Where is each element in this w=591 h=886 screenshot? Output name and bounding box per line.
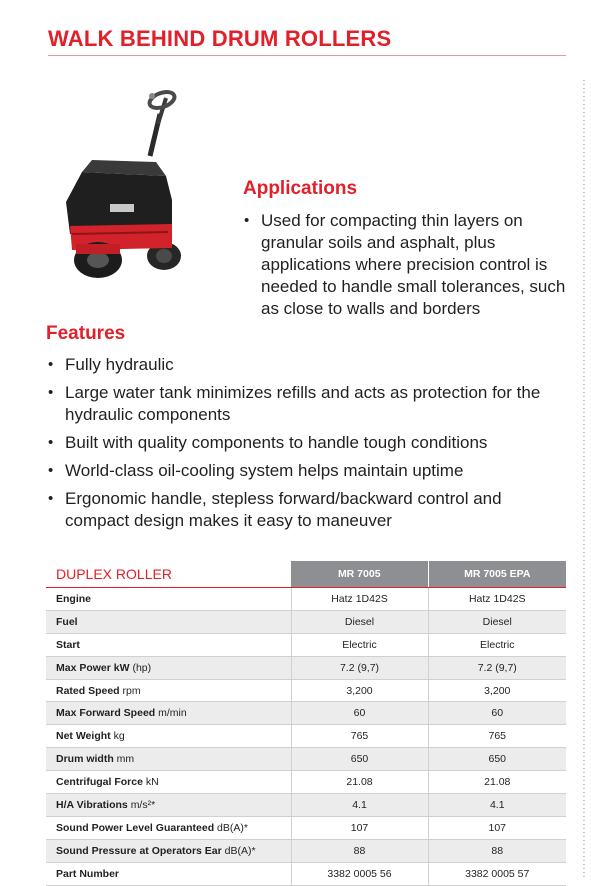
spec-value: 3382 0005 56 (291, 862, 428, 885)
spec-label (46, 839, 291, 862)
spec-value: Diesel (291, 610, 428, 633)
spec-value: 4.1 (291, 794, 428, 817)
spec-value: 3,200 (291, 679, 428, 702)
spec-label (46, 610, 291, 633)
spec-label (46, 794, 291, 817)
spec-label-text: Max Power kW (56, 661, 130, 674)
spec-label (46, 588, 291, 611)
spec-label-text: Max Forward Speed (56, 707, 156, 720)
spec-label-text: Fuel (56, 615, 78, 628)
spec-unit: (hp) (132, 661, 152, 674)
feature-item: • Fully hydraulic (46, 354, 556, 376)
spec-row (46, 702, 566, 725)
spec-value: 3,200 (428, 679, 566, 702)
spec-row (46, 588, 566, 611)
spec-unit: dB(A)* (224, 844, 256, 857)
spec-label-text: Engine (56, 592, 92, 605)
spec-row (46, 748, 566, 771)
spec-value: 4.1 (428, 794, 566, 817)
spec-row (46, 794, 566, 817)
spec-label (46, 656, 291, 679)
spec-value: 650 (428, 748, 566, 771)
spec-unit: dB(A)* (217, 821, 248, 834)
spec-header-row (46, 561, 566, 588)
spec-unit: mm (116, 753, 135, 766)
page-title: WALK BEHIND DRUM ROLLERS (48, 26, 392, 51)
applications-heading: Applications (243, 178, 358, 199)
spec-value: 765 (428, 725, 566, 748)
spec-row (46, 771, 566, 794)
spec-label-text: H/A Vibrations (56, 798, 128, 811)
spec-table (46, 561, 566, 886)
spec-value: 60 (428, 702, 566, 725)
spec-value: 650 (291, 748, 428, 771)
spec-label-text: Start (56, 638, 80, 651)
spec-label (46, 771, 291, 794)
drum-roller-product-image (58, 84, 208, 284)
spec-unit: m/min (158, 707, 187, 720)
application-item: • Used for compacting thin layers on granular soils and asphalt, plus applications where precision control is needed to handle small tolerances, such as close to walls and borders (242, 210, 572, 320)
features-list (46, 354, 556, 538)
spec-value: 88 (291, 839, 428, 862)
spec-value: Electric (428, 633, 566, 656)
spec-value: 765 (291, 725, 428, 748)
title-underline (48, 55, 566, 56)
spec-label (46, 816, 291, 839)
spec-label (46, 862, 291, 885)
feature-item: • World-class oil-cooling system helps maintain uptime (46, 460, 556, 482)
spec-row (46, 725, 566, 748)
features-heading: Features (46, 323, 126, 344)
spec-label (46, 725, 291, 748)
spec-label-text: Rated Speed (56, 684, 120, 697)
feature-item: • Built with quality components to handle tough conditions (46, 432, 556, 454)
spec-row (46, 679, 566, 702)
spec-row (46, 816, 566, 839)
spec-value: 7.2 (9,7) (291, 656, 428, 679)
spec-value: 60 (291, 702, 428, 725)
spec-label-text: Part Number (56, 867, 120, 880)
spec-row (46, 610, 566, 633)
spec-label (46, 748, 291, 771)
spec-value: 88 (428, 839, 566, 862)
spec-row (46, 633, 566, 656)
spec-value: 21.08 (428, 771, 566, 794)
spec-row (46, 656, 566, 679)
spec-value: 107 (291, 816, 428, 839)
spec-label-text: Sound Power Level Guaranteed (56, 821, 215, 834)
product-line-name: DUPLEX ROLLER (46, 561, 291, 588)
spec-value: 3382 0005 57 (428, 862, 566, 885)
spec-unit: m/s²* (130, 798, 156, 811)
spec-label-text: Drum width (56, 753, 114, 766)
model-header: MR 7005 EPA (428, 561, 566, 588)
spec-value: Diesel (428, 610, 566, 633)
model-header: MR 7005 (291, 561, 428, 588)
spec-label-text: Sound Pressure at Operators Ear (56, 844, 222, 857)
feature-item: • Large water tank minimizes refills and acts as protection for the hydraulic components (46, 382, 556, 426)
spec-label (46, 702, 291, 725)
feature-item: • Ergonomic handle, stepless forward/backward control and compact design makes it easy to maneuver (46, 488, 556, 532)
spec-unit: kg (113, 730, 125, 743)
spec-value: 21.08 (291, 771, 428, 794)
spec-label-text: Centrifugal Force (56, 776, 143, 789)
spec-value: Hatz 1D42S (428, 588, 566, 611)
spec-unit: rpm (122, 684, 141, 697)
spec-row (46, 839, 566, 862)
spec-unit: kN (145, 776, 159, 789)
spec-value: Electric (291, 633, 428, 656)
spec-row (46, 862, 566, 885)
applications-list (242, 210, 572, 320)
spec-value: Hatz 1D42S (291, 588, 428, 611)
spec-label (46, 633, 291, 656)
page-edge-dotted-line (583, 80, 585, 880)
spec-label-text: Net Weight (56, 730, 111, 743)
spec-value: 7.2 (9,7) (428, 656, 566, 679)
spec-label (46, 679, 291, 702)
spec-value: 107 (428, 816, 566, 839)
